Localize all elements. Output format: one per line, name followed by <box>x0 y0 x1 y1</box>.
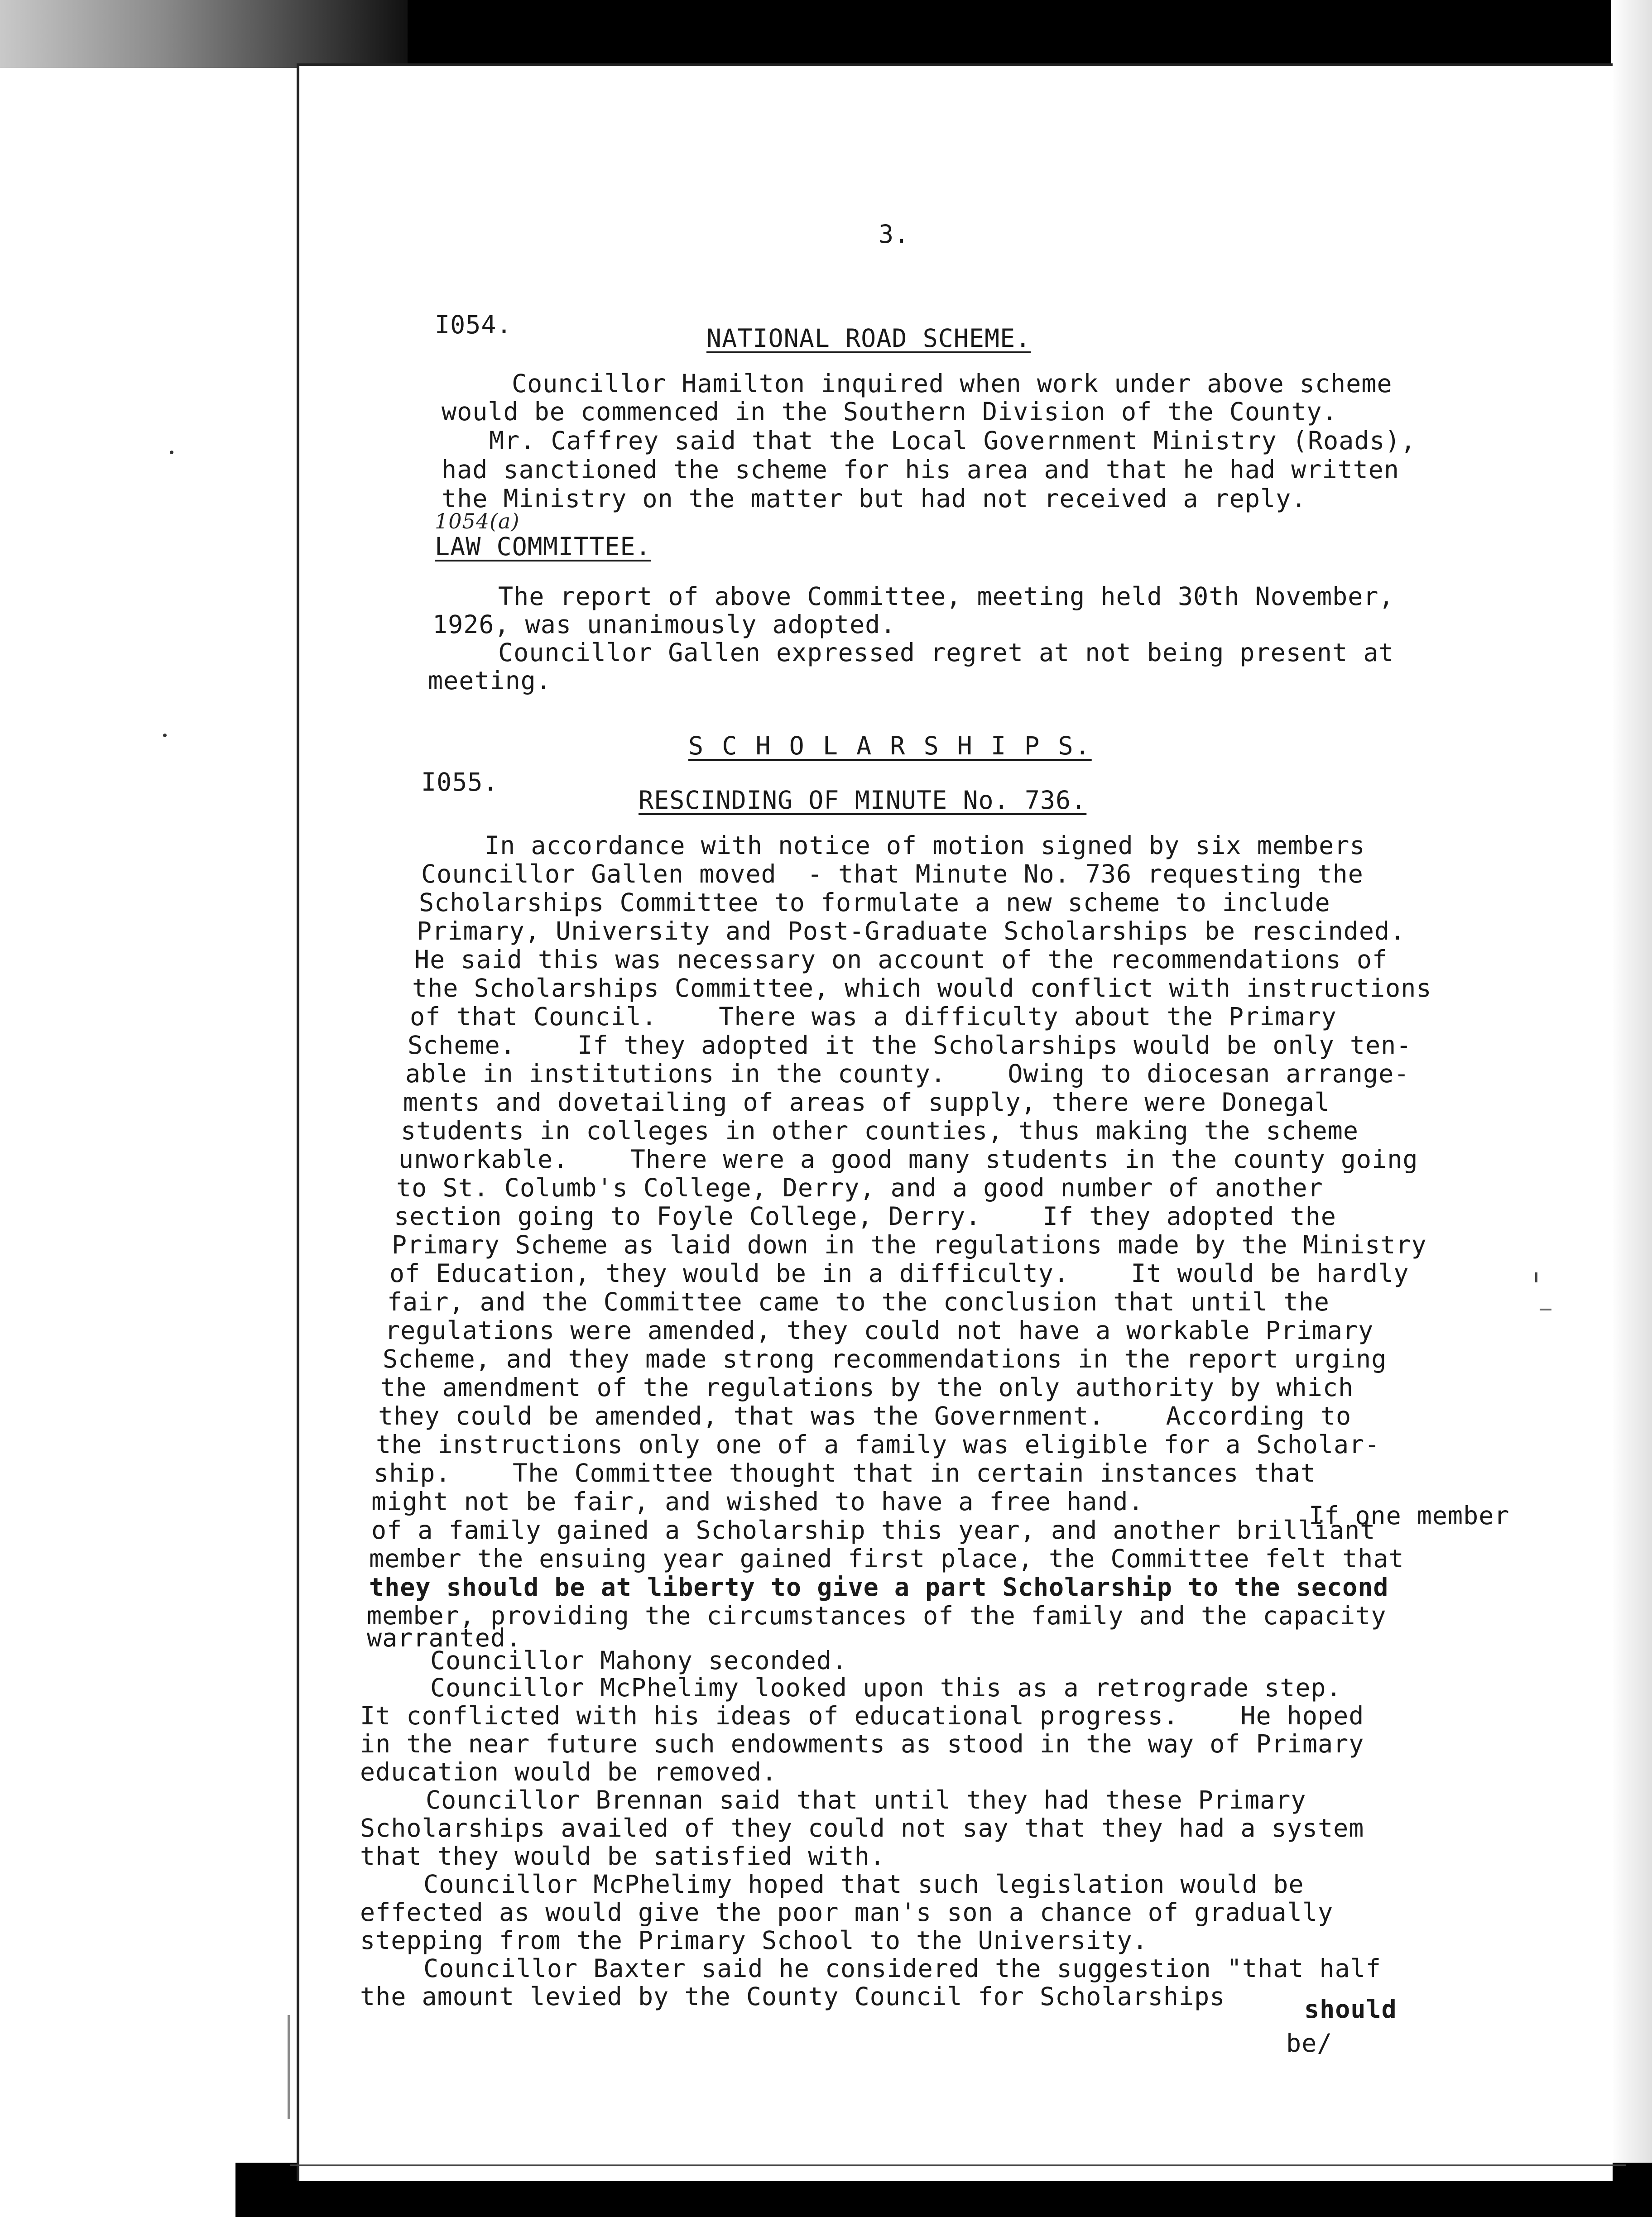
page-sheet-bottom-edge <box>290 2164 1626 2166</box>
body-line: member, providing the circumstances of the family and the capacity <box>367 1601 1387 1630</box>
heading-rescinding-minute-736: RESCINDING OF MINUTE No. 736. <box>639 786 1087 815</box>
body-line: they should be at liberty to give a part Scholarship to the second <box>369 1573 1389 1602</box>
handwritten-minute-number-1054a: 1054(a) <box>435 509 520 533</box>
body-line: Councillor Baxter said he considered the suggestion "that half <box>423 1954 1381 1983</box>
scan-edge-bottom-left <box>0 2163 235 2217</box>
body-line: in the near future such endowments as stood in the way of Primary <box>360 1729 1364 1758</box>
margin-speck <box>1540 1309 1551 1310</box>
trailing-word: should <box>1304 1995 1397 2024</box>
body-line: He said this was necessary on account of the recommendations of <box>414 945 1388 974</box>
body-line: regulations were amended, they could not have a workable Primary <box>385 1316 1374 1345</box>
minute-number-1054: I054. <box>435 310 512 339</box>
body-line: Primary, University and Post-Graduate Scholarships be rescinded. <box>417 917 1406 945</box>
body-line-fragment: If one member <box>1309 1501 1510 1530</box>
body-line: Scheme. If they adopted it the Scholarships would be only ten- <box>408 1031 1412 1060</box>
catchword: be/ <box>1286 2029 1333 2058</box>
body-line: The report of above Committee, meeting held 30th November, <box>498 582 1394 611</box>
margin-speck <box>288 2015 290 2119</box>
body-line: Councillor Mahony seconded. <box>430 1646 848 1675</box>
body-line: Councillor Gallen expressed regret at not being present at <box>498 638 1394 667</box>
body-line: In accordance with notice of motion signed by six members <box>485 831 1365 860</box>
body-line: the amount levied by the County Council for Scholarships <box>360 1982 1225 2011</box>
body-line: able in institutions in the county. Owing to diocesan arrange- <box>405 1059 1410 1088</box>
body-line: students in colleges in other counties, thus making the scheme <box>401 1116 1359 1145</box>
page-number: 3. <box>879 220 910 249</box>
body-line: of Education, they would be in a difficulty. It would be hardly <box>389 1259 1409 1288</box>
body-line: unworkable. There were a good many students in the county going <box>399 1145 1418 1174</box>
body-line: Councillor Hamilton inquired when work under above scheme <box>512 369 1393 398</box>
body-line: fair, and the Committee came to the conclusion that until the <box>387 1287 1330 1316</box>
body-line: of a family gained a Scholarship this year, and another brilliant <box>371 1516 1376 1545</box>
margin-speck <box>170 451 173 454</box>
body-line: member the ensuing year gained first place, the Committee felt that <box>369 1544 1404 1573</box>
body-line: would be commenced in the Southern Division of the County. <box>442 397 1338 426</box>
margin-speck <box>163 734 167 737</box>
body-line: ments and dovetailing of areas of supply, there were Donegal <box>403 1088 1330 1117</box>
body-line: the Ministry on the matter but had not received a reply. <box>442 484 1307 513</box>
body-line: Scheme, and they made strong recommendations in the report urging <box>383 1344 1387 1373</box>
margin-speck <box>1535 1272 1537 1282</box>
scan-edge-top-left <box>0 0 408 68</box>
body-line: of that Council. There was a difficulty about the Primary <box>410 1002 1337 1031</box>
body-line: Scholarships Committee to formulate a new scheme to include <box>419 888 1330 917</box>
body-line: warranted. <box>367 1623 522 1652</box>
body-line: effected as would give the poor man's son a chance of gradually <box>360 1898 1334 1927</box>
body-line: Councillor McPhelimy hoped that such legislation would be <box>423 1870 1304 1899</box>
section-heading-scholarships: S C H O L A R S H I P S. <box>688 731 1092 760</box>
body-line: Councillor Brennan said that until they had these Primary <box>426 1785 1306 1814</box>
body-line: ship. The Committee thought that in certain instances that <box>374 1459 1316 1488</box>
body-line: Primary Scheme as laid down in the regulations made by the Ministry <box>392 1230 1427 1259</box>
body-line: Mr. Caffrey said that the Local Government Ministry (Roads), <box>489 426 1416 455</box>
body-line: to St. Columb's College, Derry, and a good number of another <box>396 1173 1323 1202</box>
body-line: that they would be satisfied with. <box>360 1842 885 1871</box>
body-line: might not be fair, and wished to have a free hand. <box>371 1487 1144 1516</box>
body-line: the Scholarships Committee, which would conflict with instructions <box>412 974 1432 1003</box>
heading-national-road-scheme: NATIONAL ROAD SCHEME. <box>706 324 1031 353</box>
body-line: had sanctioned the scheme for his area and that he had written <box>442 455 1399 484</box>
body-line: the amendment of the regulations by the only authority by which <box>380 1373 1354 1402</box>
body-line: meeting. <box>428 666 552 695</box>
scan-edge-right <box>1611 0 1652 2217</box>
minute-number-1055: I055. <box>421 768 499 797</box>
body-line: Councillor McPhelimy looked upon this as a retrograde step. <box>430 1673 1342 1702</box>
body-line: stepping from the Primary School to the University. <box>360 1926 1148 1955</box>
body-line: 1926, was unanimously adopted. <box>432 610 896 639</box>
body-line: It conflicted with his ideas of educational progress. He hoped <box>360 1701 1364 1730</box>
body-line: the instructions only one of a family was eligible for a Scholar- <box>376 1430 1380 1459</box>
body-line: they could be amended, that was the Government. According to <box>378 1401 1352 1430</box>
body-line: section going to Foyle College, Derry. If they adopted the <box>394 1202 1336 1231</box>
body-line: Scholarships availed of they could not say that they had a system <box>360 1814 1364 1843</box>
heading-law-committee: LAW COMMITTEE. <box>435 532 651 561</box>
body-line: education would be removed. <box>360 1757 778 1786</box>
body-line: Councillor Gallen moved - that Minute No. 736 requesting the <box>421 859 1364 888</box>
